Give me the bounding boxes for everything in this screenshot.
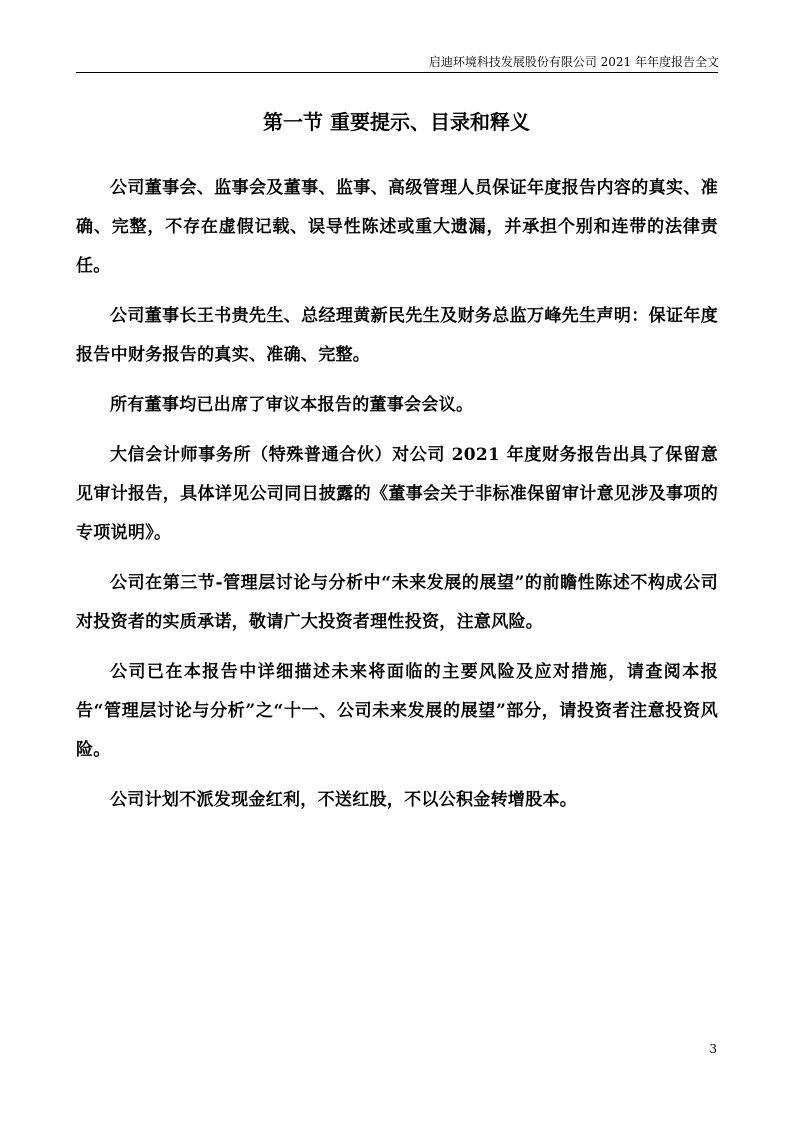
- running-header: 启迪环境科技发展股份有限公司 2021 年年度报告全文: [428, 55, 719, 69]
- page-number: 3: [709, 1042, 717, 1056]
- section-title: 第一节 重要提示、目录和释义: [263, 110, 530, 134]
- paragraph-dividend-plan: 公司计划不派发现金红利，不送红股，不以公积金转增股本。: [110, 790, 578, 810]
- paragraph-responsibility-statement: 公司董事会、监事会及董事、监事、高级管理人员保证年度报告内容的真实、准确、完整，不存在虚假记载、误导性陈述或重大遗漏，并承担个别和连带的法律责任。: [76, 178, 718, 276]
- paragraph-board-attendance: 所有董事均已出席了审议本报告的董事会会议。: [110, 395, 474, 415]
- important-notice-body: [76, 169, 718, 831]
- paragraph-executive-declaration: 公司董事长王书贵先生、总经理黄新民先生及财务总监万峰先生声明：保证年度报告中财务报告的真实、准确、完整。: [76, 306, 718, 365]
- paragraph-audit-opinion: 大信会计师事务所（特殊普通合伙）对公司 2021 年度财务报告出具了保留意见审计报告，具体详见公司同日披露的《董事会关于非标准保留审计意见涉及事项的专项说明》。: [76, 445, 718, 543]
- header-divider: [76, 72, 718, 73]
- paragraph-risk-notice: 公司已在本报告中详细描述未来将面临的主要风险及应对措施，请查阅本报告“管理层讨论与分析”之“十一、公司未来发展的展望”部分，请投资者注意投资风险。: [76, 662, 718, 760]
- paragraph-forward-looking: 公司在第三节-管理层讨论与分析中“未来发展的展望”的前瞻性陈述不构成公司对投资者的实质承诺，敬请广大投资者理性投资，注意风险。: [76, 573, 718, 632]
